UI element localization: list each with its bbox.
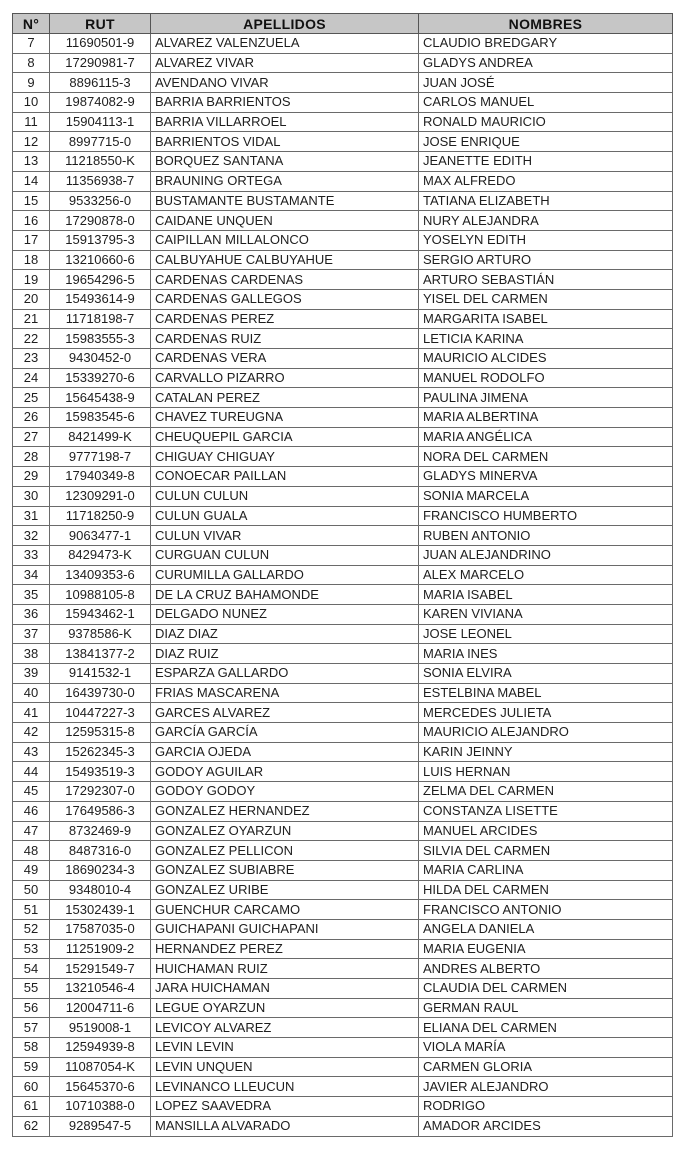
row-apellidos: DELGADO NUNEZ bbox=[151, 604, 419, 624]
table-row bbox=[13, 427, 673, 447]
roster-sheet bbox=[12, 13, 672, 1137]
row-apellidos: CURUMILLA GALLARDO bbox=[151, 565, 419, 585]
row-rut: 15493519-3 bbox=[50, 762, 151, 782]
row-rut: 15983555-3 bbox=[50, 329, 151, 349]
row-number: 36 bbox=[13, 604, 50, 624]
row-apellidos: DIAZ DIAZ bbox=[151, 624, 419, 644]
row-rut: 9533256-0 bbox=[50, 191, 151, 211]
table-row bbox=[13, 723, 673, 743]
row-rut: 8487316-0 bbox=[50, 841, 151, 861]
row-nombres: GLADYS ANDREA bbox=[419, 53, 673, 73]
row-nombres: MAURICIO ALEJANDRO bbox=[419, 723, 673, 743]
row-apellidos: CAIDANE UNQUEN bbox=[151, 211, 419, 231]
table-row bbox=[13, 1077, 673, 1097]
row-nombres: ZELMA DEL CARMEN bbox=[419, 782, 673, 802]
row-apellidos: CAIPILLAN MILLALONCO bbox=[151, 230, 419, 250]
table-row bbox=[13, 762, 673, 782]
row-number: 18 bbox=[13, 250, 50, 270]
row-nombres: MARGARITA ISABEL bbox=[419, 309, 673, 329]
table-body bbox=[13, 34, 673, 1137]
row-nombres: GLADYS MINERVA bbox=[419, 467, 673, 487]
row-nombres: FRANCISCO HUMBERTO bbox=[419, 506, 673, 526]
row-nombres: MARIA EUGENIA bbox=[419, 939, 673, 959]
row-nombres: SONIA MARCELA bbox=[419, 486, 673, 506]
row-apellidos: LEVIN LEVIN bbox=[151, 1038, 419, 1058]
row-nombres: NURY ALEJANDRA bbox=[419, 211, 673, 231]
table-row bbox=[13, 1038, 673, 1058]
row-rut: 17587035-0 bbox=[50, 919, 151, 939]
row-rut: 11251909-2 bbox=[50, 939, 151, 959]
header-nombres: NOMBRES bbox=[419, 14, 673, 34]
row-number: 41 bbox=[13, 703, 50, 723]
table-row bbox=[13, 880, 673, 900]
table-row bbox=[13, 604, 673, 624]
row-apellidos: GARCES ALVAREZ bbox=[151, 703, 419, 723]
row-apellidos: GUENCHUR CARCAMO bbox=[151, 900, 419, 920]
row-nombres: ANGELA DANIELA bbox=[419, 919, 673, 939]
table-row bbox=[13, 664, 673, 684]
row-nombres: LETICIA KARINA bbox=[419, 329, 673, 349]
row-rut: 9348010-4 bbox=[50, 880, 151, 900]
row-rut: 16439730-0 bbox=[50, 683, 151, 703]
row-number: 45 bbox=[13, 782, 50, 802]
row-nombres: LUIS HERNAN bbox=[419, 762, 673, 782]
row-apellidos: BARRIA BARRIENTOS bbox=[151, 93, 419, 113]
row-apellidos: GODOY GODOY bbox=[151, 782, 419, 802]
row-apellidos: GONZALEZ OYARZUN bbox=[151, 821, 419, 841]
row-number: 46 bbox=[13, 801, 50, 821]
row-apellidos: CARDENAS GALLEGOS bbox=[151, 289, 419, 309]
row-number: 17 bbox=[13, 230, 50, 250]
row-number: 16 bbox=[13, 211, 50, 231]
row-number: 14 bbox=[13, 171, 50, 191]
row-nombres: RONALD MAURICIO bbox=[419, 112, 673, 132]
table-row bbox=[13, 171, 673, 191]
table-row bbox=[13, 841, 673, 861]
row-nombres: JOSE LEONEL bbox=[419, 624, 673, 644]
row-apellidos: GONZALEZ SUBIABRE bbox=[151, 860, 419, 880]
row-nombres: GERMAN RAUL bbox=[419, 998, 673, 1018]
row-apellidos: GODOY AGUILAR bbox=[151, 762, 419, 782]
row-rut: 9289547-5 bbox=[50, 1116, 151, 1136]
row-apellidos: DIAZ RUIZ bbox=[151, 644, 419, 664]
row-rut: 10710388-0 bbox=[50, 1097, 151, 1117]
table-row bbox=[13, 979, 673, 999]
row-rut: 11718198-7 bbox=[50, 309, 151, 329]
row-nombres: MANUEL RODOLFO bbox=[419, 368, 673, 388]
row-number: 55 bbox=[13, 979, 50, 999]
table-row bbox=[13, 467, 673, 487]
row-rut: 12004711-6 bbox=[50, 998, 151, 1018]
row-number: 50 bbox=[13, 880, 50, 900]
row-number: 40 bbox=[13, 683, 50, 703]
row-nombres: JOSE ENRIQUE bbox=[419, 132, 673, 152]
row-number: 11 bbox=[13, 112, 50, 132]
table-row bbox=[13, 53, 673, 73]
table-row bbox=[13, 1097, 673, 1117]
row-number: 13 bbox=[13, 152, 50, 172]
row-apellidos: ALVAREZ VALENZUELA bbox=[151, 34, 419, 54]
table-row bbox=[13, 506, 673, 526]
row-nombres: MARIA ALBERTINA bbox=[419, 408, 673, 428]
row-rut: 17292307-0 bbox=[50, 782, 151, 802]
row-nombres: MERCEDES JULIETA bbox=[419, 703, 673, 723]
row-rut: 8997715-0 bbox=[50, 132, 151, 152]
row-apellidos: CHEUQUEPIL GARCIA bbox=[151, 427, 419, 447]
row-apellidos: CARDENAS RUIZ bbox=[151, 329, 419, 349]
row-number: 38 bbox=[13, 644, 50, 664]
row-number: 62 bbox=[13, 1116, 50, 1136]
row-number: 53 bbox=[13, 939, 50, 959]
row-rut: 15302439-1 bbox=[50, 900, 151, 920]
row-apellidos: LEVIN UNQUEN bbox=[151, 1057, 419, 1077]
row-apellidos: CARDENAS CARDENAS bbox=[151, 270, 419, 290]
table-row bbox=[13, 329, 673, 349]
table-row bbox=[13, 309, 673, 329]
row-nombres: ELIANA DEL CARMEN bbox=[419, 1018, 673, 1038]
row-rut: 9430452-0 bbox=[50, 349, 151, 369]
row-nombres: CARMEN GLORIA bbox=[419, 1057, 673, 1077]
row-rut: 9378586-K bbox=[50, 624, 151, 644]
row-nombres: RODRIGO bbox=[419, 1097, 673, 1117]
row-number: 61 bbox=[13, 1097, 50, 1117]
row-apellidos: LEVINANCO LLEUCUN bbox=[151, 1077, 419, 1097]
row-nombres: RUBEN ANTONIO bbox=[419, 526, 673, 546]
row-rut: 11690501-9 bbox=[50, 34, 151, 54]
table-row bbox=[13, 742, 673, 762]
row-rut: 17290878-0 bbox=[50, 211, 151, 231]
table-row bbox=[13, 821, 673, 841]
row-number: 60 bbox=[13, 1077, 50, 1097]
row-number: 19 bbox=[13, 270, 50, 290]
row-number: 26 bbox=[13, 408, 50, 428]
row-number: 58 bbox=[13, 1038, 50, 1058]
row-rut: 13841377-2 bbox=[50, 644, 151, 664]
table-row bbox=[13, 408, 673, 428]
row-nombres: CARLOS MANUEL bbox=[419, 93, 673, 113]
row-apellidos: MANSILLA ALVARADO bbox=[151, 1116, 419, 1136]
table-row bbox=[13, 270, 673, 290]
row-rut: 13210546-4 bbox=[50, 979, 151, 999]
table-row bbox=[13, 545, 673, 565]
row-rut: 15904113-1 bbox=[50, 112, 151, 132]
row-nombres: PAULINA JIMENA bbox=[419, 388, 673, 408]
row-number: 57 bbox=[13, 1018, 50, 1038]
row-nombres: YISEL DEL CARMEN bbox=[419, 289, 673, 309]
row-apellidos: CURGUAN CULUN bbox=[151, 545, 419, 565]
row-nombres: SERGIO ARTURO bbox=[419, 250, 673, 270]
table-row bbox=[13, 624, 673, 644]
row-rut: 10447227-3 bbox=[50, 703, 151, 723]
table-row bbox=[13, 289, 673, 309]
table-row bbox=[13, 526, 673, 546]
row-number: 56 bbox=[13, 998, 50, 1018]
row-rut: 15983545-6 bbox=[50, 408, 151, 428]
table-row bbox=[13, 34, 673, 54]
row-number: 21 bbox=[13, 309, 50, 329]
row-rut: 8421499-K bbox=[50, 427, 151, 447]
row-rut: 15943462-1 bbox=[50, 604, 151, 624]
row-apellidos: LEGUE OYARZUN bbox=[151, 998, 419, 1018]
table-row bbox=[13, 112, 673, 132]
row-rut: 12595315-8 bbox=[50, 723, 151, 743]
table-row bbox=[13, 1057, 673, 1077]
row-nombres: CLAUDIO BREDGARY bbox=[419, 34, 673, 54]
row-apellidos: DE LA CRUZ BAHAMONDE bbox=[151, 585, 419, 605]
row-rut: 15262345-3 bbox=[50, 742, 151, 762]
table-row bbox=[13, 585, 673, 605]
row-apellidos: GARCIA OJEDA bbox=[151, 742, 419, 762]
row-rut: 15645370-6 bbox=[50, 1077, 151, 1097]
row-rut: 13409353-6 bbox=[50, 565, 151, 585]
row-number: 59 bbox=[13, 1057, 50, 1077]
row-nombres: JUAN JOSÉ bbox=[419, 73, 673, 93]
row-rut: 9519008-1 bbox=[50, 1018, 151, 1038]
row-number: 49 bbox=[13, 860, 50, 880]
row-nombres: JAVIER ALEJANDRO bbox=[419, 1077, 673, 1097]
row-apellidos: GARCÍA GARCÍA bbox=[151, 723, 419, 743]
roster-table bbox=[12, 13, 673, 1137]
row-nombres: KAREN VIVIANA bbox=[419, 604, 673, 624]
row-apellidos: CATALAN PEREZ bbox=[151, 388, 419, 408]
row-apellidos: CARDENAS PEREZ bbox=[151, 309, 419, 329]
row-nombres: KARIN JEINNY bbox=[419, 742, 673, 762]
row-apellidos: GUICHAPANI GUICHAPANI bbox=[151, 919, 419, 939]
row-number: 35 bbox=[13, 585, 50, 605]
row-apellidos: HERNANDEZ PEREZ bbox=[151, 939, 419, 959]
table-row bbox=[13, 565, 673, 585]
row-apellidos: GONZALEZ HERNANDEZ bbox=[151, 801, 419, 821]
row-rut: 11356938-7 bbox=[50, 171, 151, 191]
row-nombres: CONSTANZA LISETTE bbox=[419, 801, 673, 821]
row-apellidos: BARRIENTOS VIDAL bbox=[151, 132, 419, 152]
table-row bbox=[13, 211, 673, 231]
row-rut: 8732469-9 bbox=[50, 821, 151, 841]
table-row bbox=[13, 1018, 673, 1038]
row-number: 10 bbox=[13, 93, 50, 113]
row-nombres: CLAUDIA DEL CARMEN bbox=[419, 979, 673, 999]
row-number: 54 bbox=[13, 959, 50, 979]
table-row bbox=[13, 250, 673, 270]
row-number: 9 bbox=[13, 73, 50, 93]
row-rut: 9141532-1 bbox=[50, 664, 151, 684]
table-row bbox=[13, 860, 673, 880]
row-nombres: AMADOR ARCIDES bbox=[419, 1116, 673, 1136]
row-nombres: TATIANA ELIZABETH bbox=[419, 191, 673, 211]
row-apellidos: HUICHAMAN RUIZ bbox=[151, 959, 419, 979]
table-row bbox=[13, 919, 673, 939]
row-number: 8 bbox=[13, 53, 50, 73]
table-row bbox=[13, 152, 673, 172]
table-row bbox=[13, 1116, 673, 1136]
row-number: 32 bbox=[13, 526, 50, 546]
row-rut: 15291549-7 bbox=[50, 959, 151, 979]
row-rut: 12594939-8 bbox=[50, 1038, 151, 1058]
table-row bbox=[13, 191, 673, 211]
row-number: 20 bbox=[13, 289, 50, 309]
table-row bbox=[13, 388, 673, 408]
row-nombres: MARIA ISABEL bbox=[419, 585, 673, 605]
row-number: 15 bbox=[13, 191, 50, 211]
table-row bbox=[13, 939, 673, 959]
row-rut: 17940349-8 bbox=[50, 467, 151, 487]
table-row bbox=[13, 644, 673, 664]
row-number: 51 bbox=[13, 900, 50, 920]
row-number: 12 bbox=[13, 132, 50, 152]
row-apellidos: BRAUNING ORTEGA bbox=[151, 171, 419, 191]
row-number: 44 bbox=[13, 762, 50, 782]
row-apellidos: CULUN GUALA bbox=[151, 506, 419, 526]
row-apellidos: AVENDANO VIVAR bbox=[151, 73, 419, 93]
row-rut: 8429473-K bbox=[50, 545, 151, 565]
row-rut: 15645438-9 bbox=[50, 388, 151, 408]
table-row bbox=[13, 132, 673, 152]
row-rut: 9063477-1 bbox=[50, 526, 151, 546]
table-row bbox=[13, 368, 673, 388]
row-number: 34 bbox=[13, 565, 50, 585]
row-nombres: NORA DEL CARMEN bbox=[419, 447, 673, 467]
row-apellidos: LOPEZ SAAVEDRA bbox=[151, 1097, 419, 1117]
row-number: 28 bbox=[13, 447, 50, 467]
row-nombres: HILDA DEL CARMEN bbox=[419, 880, 673, 900]
row-number: 22 bbox=[13, 329, 50, 349]
header-number: N° bbox=[13, 14, 50, 34]
table-row bbox=[13, 73, 673, 93]
row-nombres: MARIA INES bbox=[419, 644, 673, 664]
table-row bbox=[13, 447, 673, 467]
row-nombres: MARIA CARLINA bbox=[419, 860, 673, 880]
row-nombres: YOSELYN EDITH bbox=[419, 230, 673, 250]
row-number: 52 bbox=[13, 919, 50, 939]
row-nombres: ANDRES ALBERTO bbox=[419, 959, 673, 979]
row-apellidos: GONZALEZ PELLICON bbox=[151, 841, 419, 861]
header-apellidos: APELLIDOS bbox=[151, 14, 419, 34]
row-apellidos: CHIGUAY CHIGUAY bbox=[151, 447, 419, 467]
header-rut: RUT bbox=[50, 14, 151, 34]
row-apellidos: LEVICOY ALVAREZ bbox=[151, 1018, 419, 1038]
row-number: 30 bbox=[13, 486, 50, 506]
row-rut: 15913795-3 bbox=[50, 230, 151, 250]
row-apellidos: BARRIA VILLARROEL bbox=[151, 112, 419, 132]
row-rut: 19654296-5 bbox=[50, 270, 151, 290]
row-apellidos: BUSTAMANTE BUSTAMANTE bbox=[151, 191, 419, 211]
row-apellidos: CARVALLO PIZARRO bbox=[151, 368, 419, 388]
row-apellidos: CULUN VIVAR bbox=[151, 526, 419, 546]
row-apellidos: CHAVEZ TUREUGNA bbox=[151, 408, 419, 428]
row-rut: 15493614-9 bbox=[50, 289, 151, 309]
row-number: 23 bbox=[13, 349, 50, 369]
row-apellidos: JARA HUICHAMAN bbox=[151, 979, 419, 999]
row-apellidos: CULUN CULUN bbox=[151, 486, 419, 506]
row-apellidos: CALBUYAHUE CALBUYAHUE bbox=[151, 250, 419, 270]
row-nombres: MANUEL ARCIDES bbox=[419, 821, 673, 841]
row-rut: 19874082-9 bbox=[50, 93, 151, 113]
table-row bbox=[13, 998, 673, 1018]
row-number: 43 bbox=[13, 742, 50, 762]
row-rut: 11087054-K bbox=[50, 1057, 151, 1077]
row-nombres: VIOLA MARÍA bbox=[419, 1038, 673, 1058]
row-apellidos: FRIAS MASCARENA bbox=[151, 683, 419, 703]
row-nombres: MAURICIO ALCIDES bbox=[419, 349, 673, 369]
row-rut: 9777198-7 bbox=[50, 447, 151, 467]
row-rut: 10988105-8 bbox=[50, 585, 151, 605]
table-row bbox=[13, 93, 673, 113]
table-row bbox=[13, 801, 673, 821]
row-nombres: MAX ALFREDO bbox=[419, 171, 673, 191]
table-row bbox=[13, 900, 673, 920]
row-number: 39 bbox=[13, 664, 50, 684]
row-apellidos: ESPARZA GALLARDO bbox=[151, 664, 419, 684]
row-number: 29 bbox=[13, 467, 50, 487]
table-header-row bbox=[13, 14, 673, 34]
row-nombres: ARTURO SEBASTIÁN bbox=[419, 270, 673, 290]
row-number: 25 bbox=[13, 388, 50, 408]
row-nombres: ALEX MARCELO bbox=[419, 565, 673, 585]
row-nombres: MARIA ANGÉLICA bbox=[419, 427, 673, 447]
row-number: 7 bbox=[13, 34, 50, 54]
row-rut: 11218550-K bbox=[50, 152, 151, 172]
table-row bbox=[13, 349, 673, 369]
row-number: 48 bbox=[13, 841, 50, 861]
row-number: 37 bbox=[13, 624, 50, 644]
row-rut: 11718250-9 bbox=[50, 506, 151, 526]
table-row bbox=[13, 782, 673, 802]
row-apellidos: CONOECAR PAILLAN bbox=[151, 467, 419, 487]
row-rut: 17290981-7 bbox=[50, 53, 151, 73]
row-rut: 8896115-3 bbox=[50, 73, 151, 93]
row-apellidos: ALVAREZ VIVAR bbox=[151, 53, 419, 73]
row-rut: 17649586-3 bbox=[50, 801, 151, 821]
row-apellidos: BORQUEZ SANTANA bbox=[151, 152, 419, 172]
row-number: 27 bbox=[13, 427, 50, 447]
row-rut: 18690234-3 bbox=[50, 860, 151, 880]
row-nombres: SILVIA DEL CARMEN bbox=[419, 841, 673, 861]
row-nombres: SONIA ELVIRA bbox=[419, 664, 673, 684]
row-apellidos: GONZALEZ URIBE bbox=[151, 880, 419, 900]
table-row bbox=[13, 683, 673, 703]
row-number: 24 bbox=[13, 368, 50, 388]
row-apellidos: CARDENAS VERA bbox=[151, 349, 419, 369]
row-number: 42 bbox=[13, 723, 50, 743]
table-row bbox=[13, 703, 673, 723]
row-nombres: FRANCISCO ANTONIO bbox=[419, 900, 673, 920]
row-nombres: JUAN ALEJANDRINO bbox=[419, 545, 673, 565]
row-rut: 12309291-0 bbox=[50, 486, 151, 506]
row-number: 33 bbox=[13, 545, 50, 565]
row-number: 47 bbox=[13, 821, 50, 841]
table-row bbox=[13, 959, 673, 979]
table-row bbox=[13, 486, 673, 506]
row-rut: 15339270-6 bbox=[50, 368, 151, 388]
row-number: 31 bbox=[13, 506, 50, 526]
row-rut: 13210660-6 bbox=[50, 250, 151, 270]
row-nombres: JEANETTE EDITH bbox=[419, 152, 673, 172]
table-row bbox=[13, 230, 673, 250]
row-nombres: ESTELBINA MABEL bbox=[419, 683, 673, 703]
